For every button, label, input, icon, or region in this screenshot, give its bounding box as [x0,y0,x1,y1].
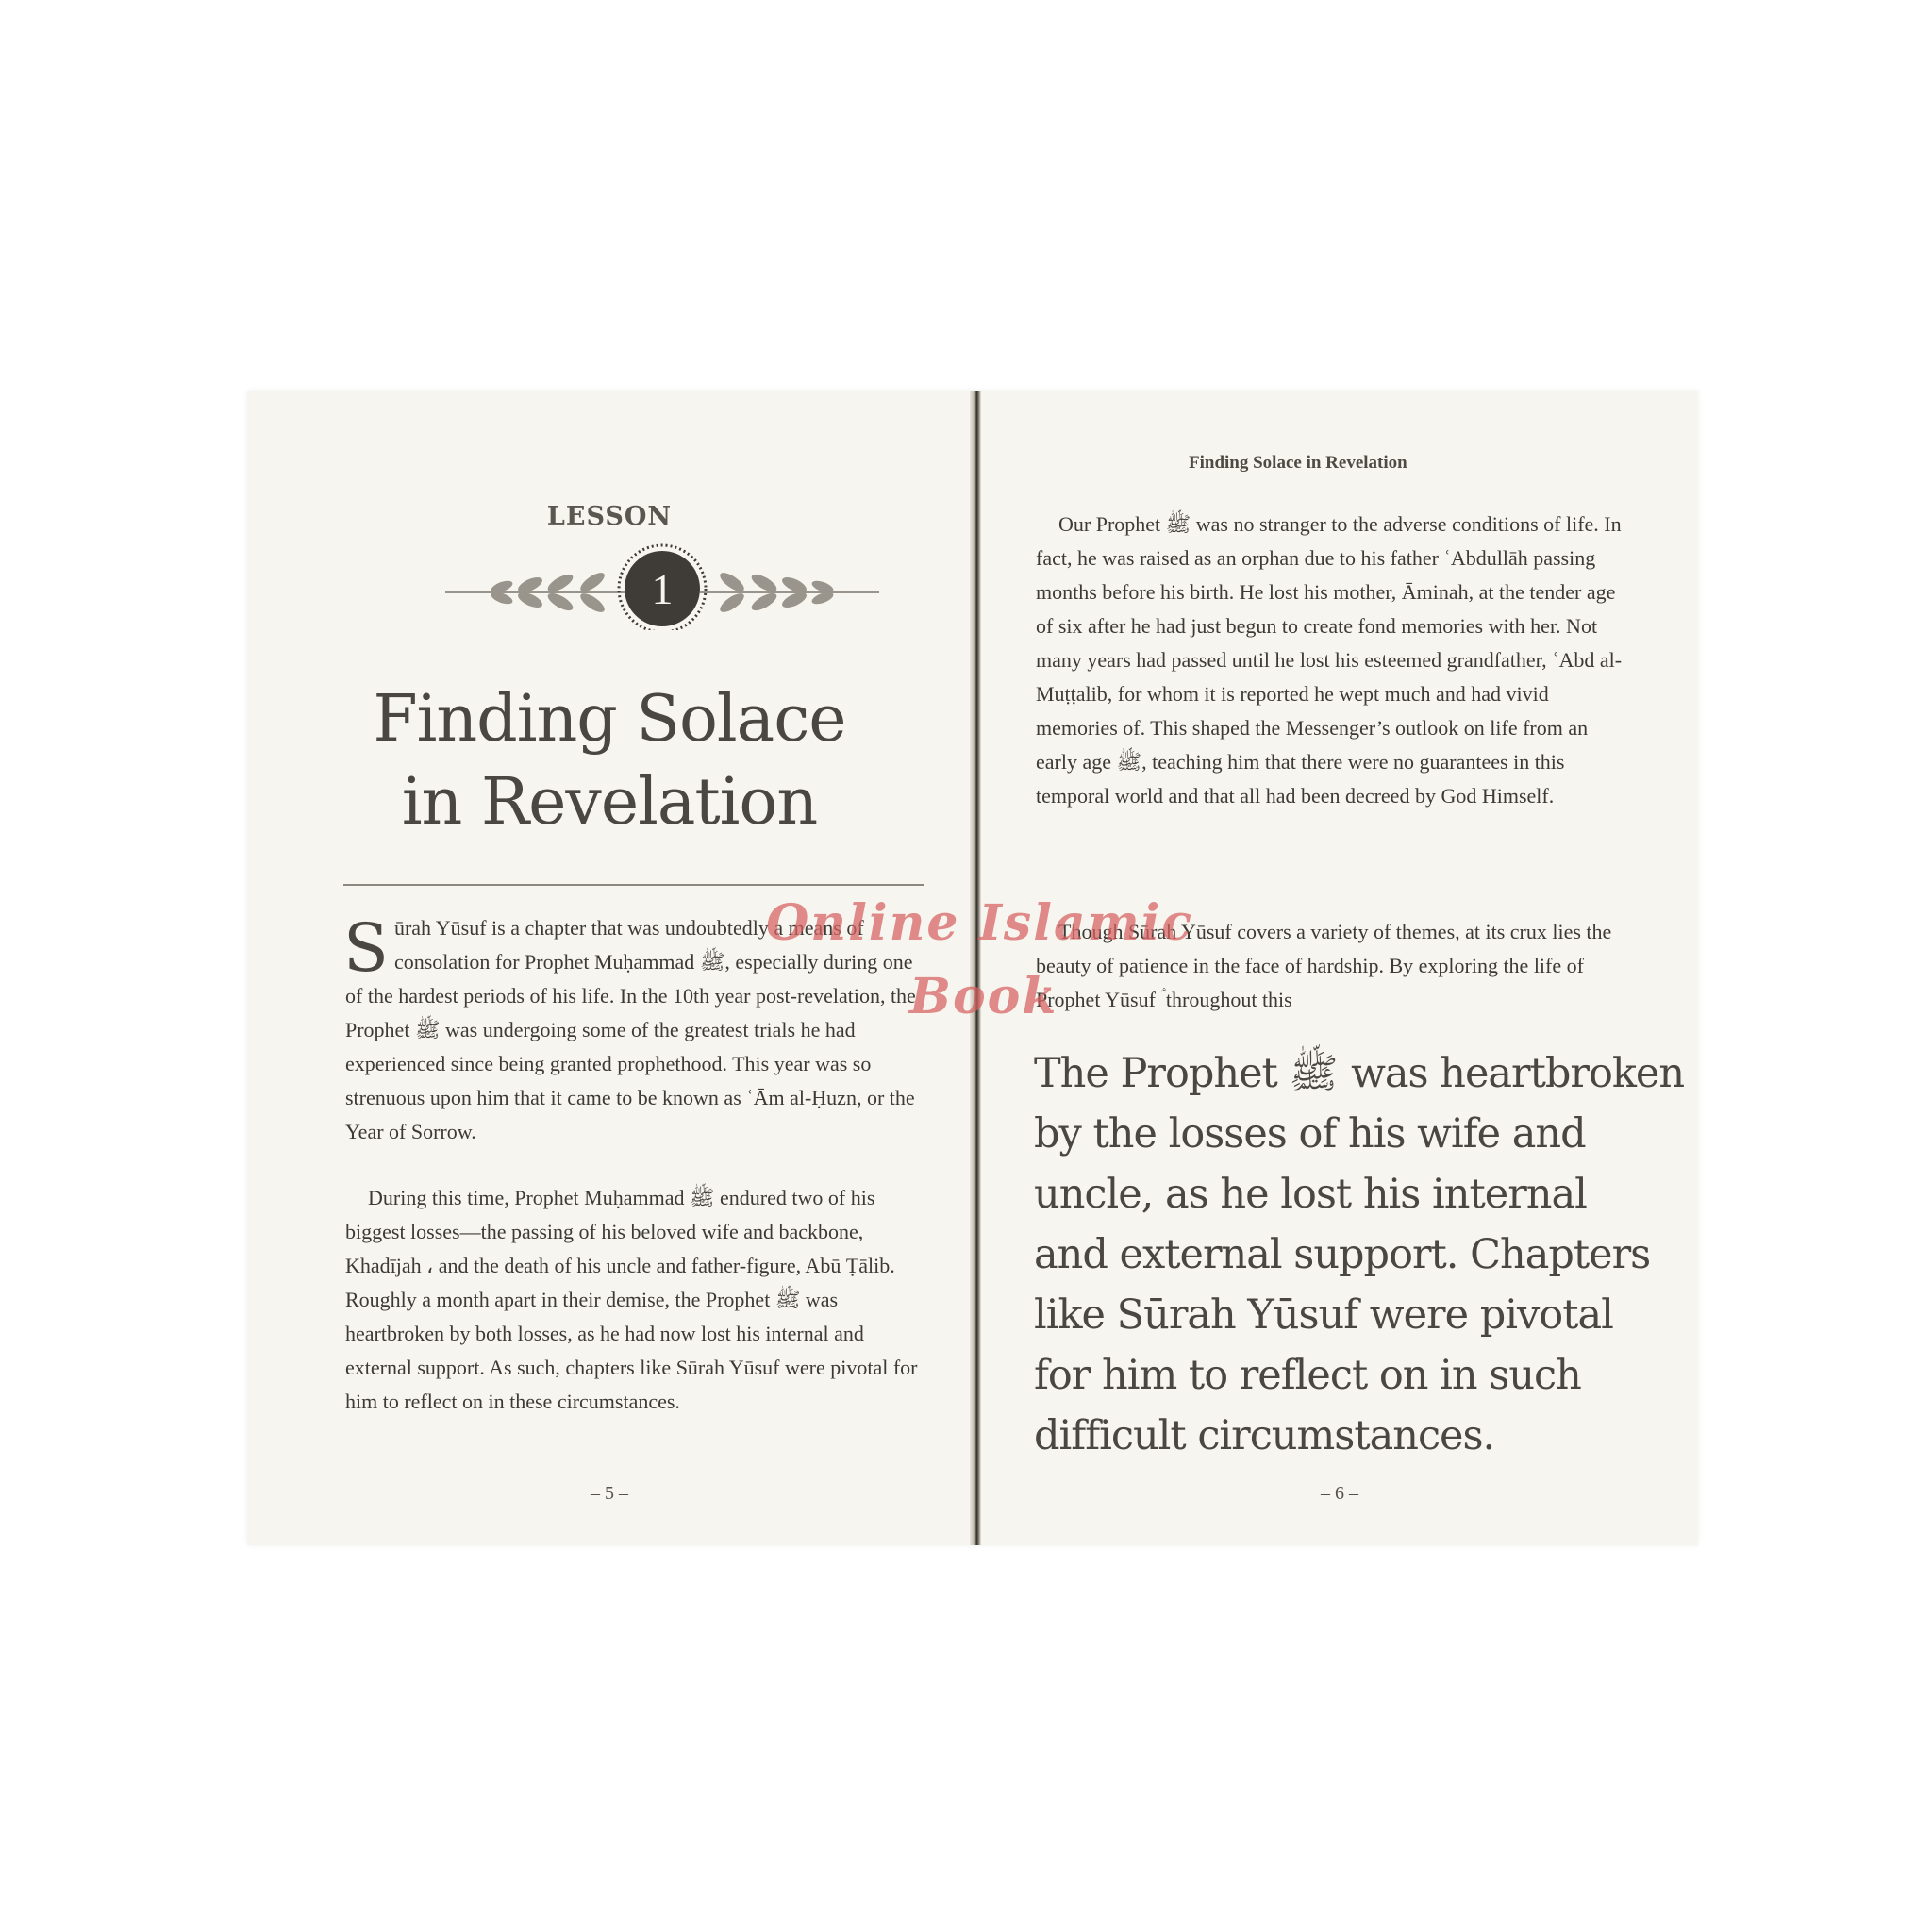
chapter-title-line-2: in Revelation [401,765,818,840]
title-divider [343,884,924,886]
right-paragraph-1-text: Our Prophet ﷺ was no stranger to the adverse conditions of life. In fact, he was raised as an orphan due to his father ʿAbdullāh passing months before his birth. He lost his mother, Āminah, at the tender age of six after he had just begun to create fond memories with her. Not many years had passed until he lost his esteemed grandfather, ʿAbd al-Muṭṭalib, for whom it is reported he wept much and had vivid memories of. This shaped the Messenger’s outlook on life from an early age ﷺ, teaching him that there were no guarantees in this temporal world and that all had been decreed by God Himself. [1036,512,1623,808]
left-paragraph-1 [345,911,930,1149]
left-paragraph-2 [345,1181,930,1419]
right-paragraph-2-text: Though Sūrah Yūsuf covers a variety of themes, at its crux lies the beauty of patience in the face of hardship. By exploring the life of Prophet Yūsuf ؑ throughout this [1036,920,1612,1011]
watermark-line-1: Online Islamic [766,894,1194,952]
pull-quote-line: for him to reflect on in such [1034,1352,1581,1399]
left-paragraph-1-text: ūrah Yūsuf is a chapter that was undoubtedly a means of consolation for Prophet Muḥammad ﷺ, especially during one of the hardest periods of his life. In the 10th year post-revelation, the Prophet ﷺ was undergoing some of the greatest trials he had experienced since being granted prophethood. This year was so strenuous upon him that it came to be known as ʿĀm al-Ḥuzn, or the Year of Sorrow. [345,916,916,1143]
chapter-title-line-1: Finding Solace [373,682,846,757]
chapter-title [341,678,877,844]
pull-quote-line: by the losses of his wife and [1034,1110,1586,1158]
lesson-ornament [436,540,889,630]
right-laurel-icon [700,569,879,615]
pull-quote-line: uncle, as he lost his internal [1034,1171,1587,1218]
page-number-left: – 5 – [591,1483,628,1504]
pull-quote-line: and external support. Chapters [1034,1231,1651,1278]
drop-cap: S [343,909,389,987]
left-page [247,391,972,1545]
book-spine [970,391,981,1545]
right-paragraph-1 [1036,508,1630,813]
right-page [981,391,1698,1545]
lesson-label: LESSON [546,502,673,531]
left-laurel-icon [445,569,625,615]
running-head: Finding Solace in Revelation [1189,453,1407,473]
left-paragraph-2-text: During this time, Prophet Muḥammad ﷺ endured two of his biggest losses—the passing of his beloved wife and backbone, Khadījah ، and the death of his uncle and father-figure, Abū Ṭālib. Roughly a month apart in their demise, the Prophet ﷺ was heartbroken by both losses, as he had now lost his internal and external support. As such, chapters like Sūrah Yūsuf were pivotal for him to reflect on in these circumstances. [345,1186,918,1413]
right-paragraph-2 [1036,915,1630,1017]
pull-quote-line: difficult circumstances. [1034,1412,1495,1459]
pull-quote-line: like Sūrah Yūsuf were pivotal [1034,1291,1613,1339]
page-number-right: – 6 – [1321,1483,1358,1504]
pull-quote-line: The Prophet ﷺ was heartbroken [1034,1050,1685,1097]
watermark-line-2: Book [909,968,1058,1025]
book-spread [247,391,1698,1545]
pull-quote [1034,1043,1685,1466]
lesson-number: 1 [651,565,674,613]
